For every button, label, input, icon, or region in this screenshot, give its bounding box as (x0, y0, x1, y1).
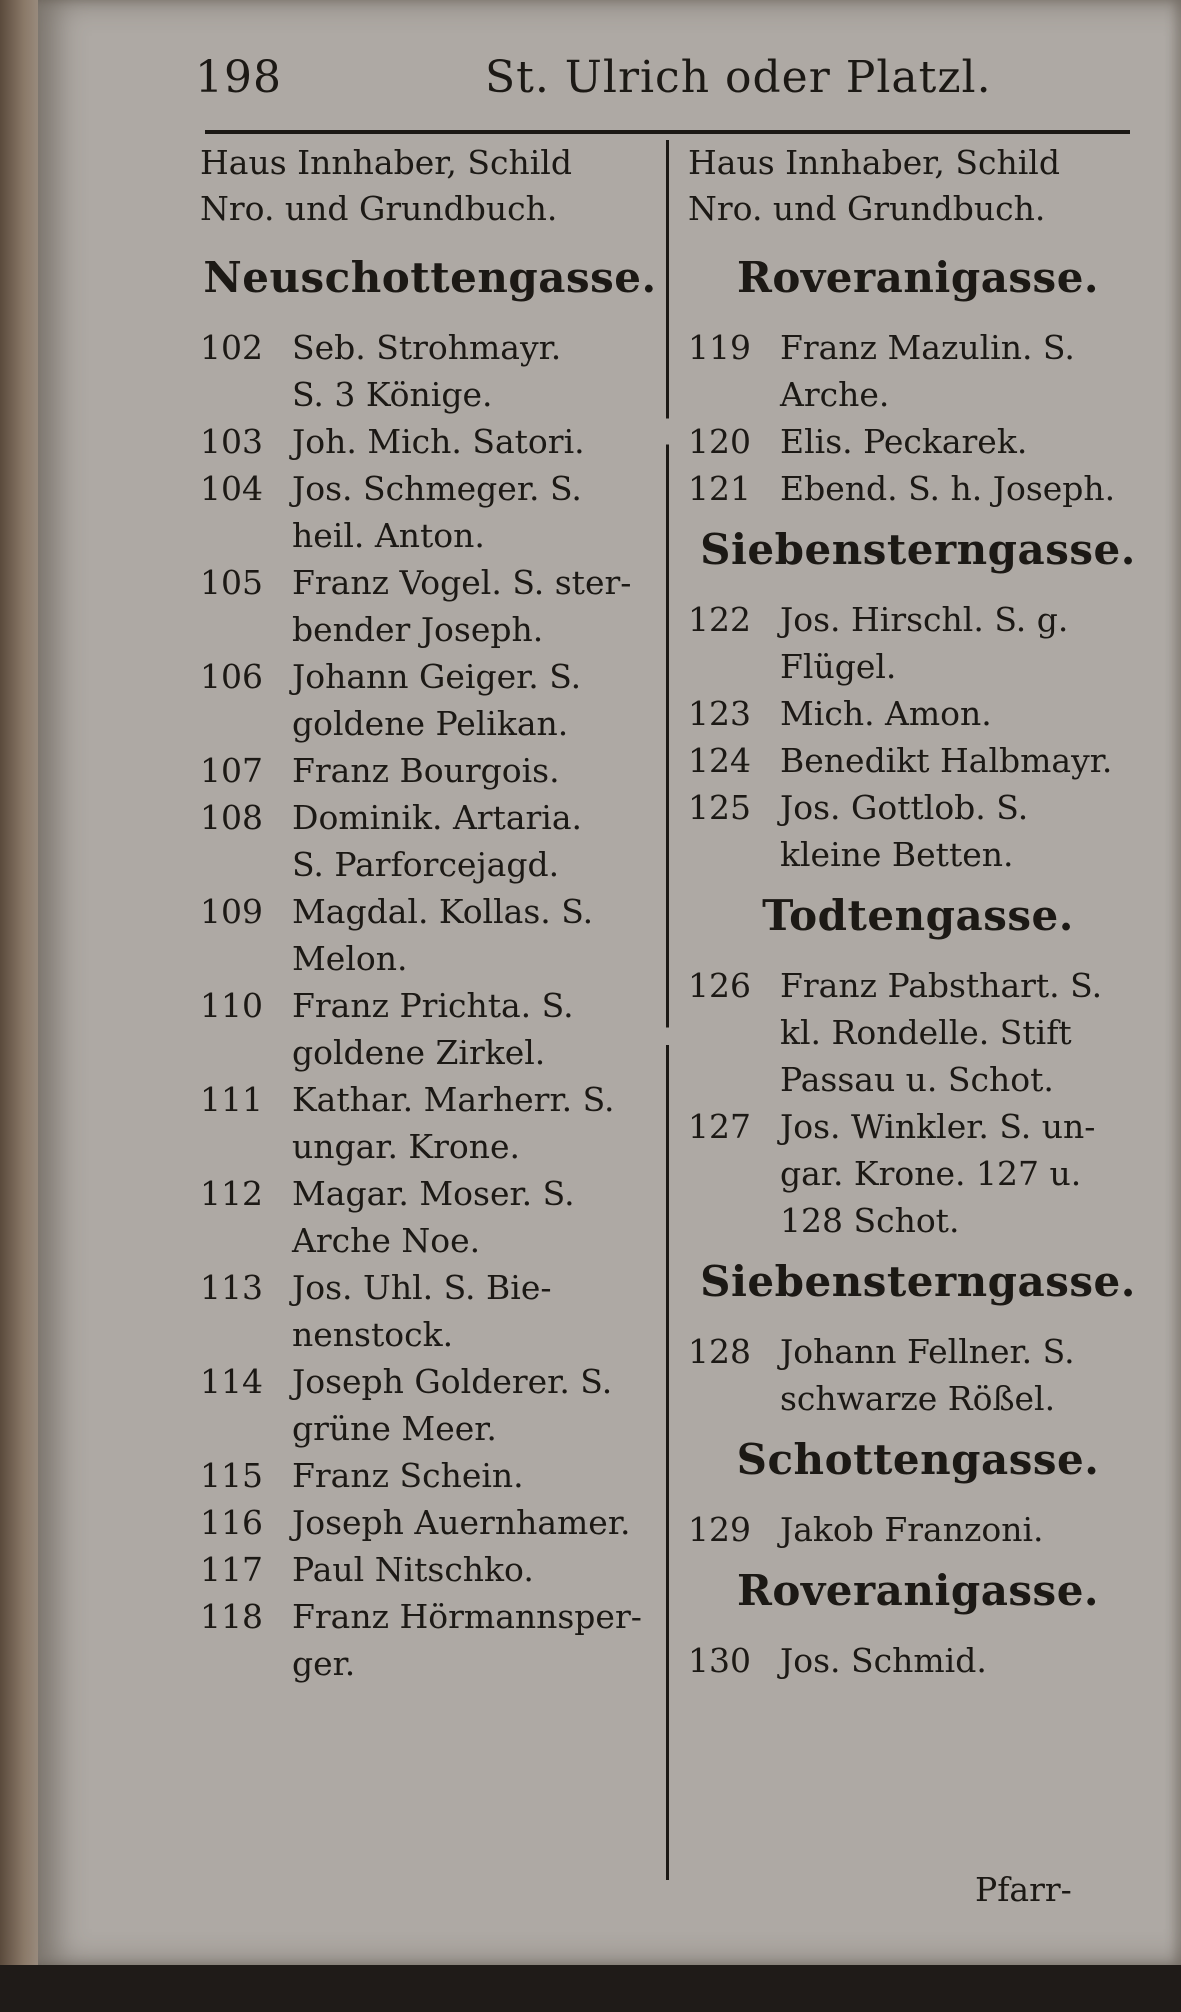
entry-line: Franz Schein. (292, 1456, 524, 1495)
entry-line: grüne Meer. (292, 1409, 497, 1448)
house-entry (688, 1103, 1148, 1244)
owner-and-sign (780, 596, 1148, 690)
house-number: 125 (688, 788, 751, 827)
entry-line: Kathar. Marherr. S. (292, 1080, 615, 1119)
house-entry (200, 1358, 660, 1452)
house-entry (200, 1170, 660, 1264)
owner-and-sign (292, 1452, 660, 1499)
house-number: 115 (200, 1456, 263, 1495)
house-number: 126 (688, 966, 751, 1005)
entry-line: Benedikt Halbmayr. (780, 741, 1113, 780)
house-entry (200, 653, 660, 747)
owner-and-sign (780, 1506, 1148, 1553)
owner-and-sign (292, 418, 660, 465)
entry-line: kleine Betten. (780, 835, 1014, 874)
right-column (688, 140, 1148, 1880)
owner-and-sign (292, 324, 660, 418)
owner-and-sign (292, 794, 660, 888)
owner-and-sign (780, 1637, 1148, 1684)
house-number: 104 (200, 469, 263, 508)
entry-line: Jos. Gottlob. S. (780, 788, 1029, 827)
owner-and-sign (780, 324, 1148, 418)
house-entry (688, 1637, 1148, 1684)
owner-and-sign (292, 1358, 660, 1452)
owner-and-sign (780, 465, 1148, 512)
running-title: St. Ulrich oder Platzl. (485, 52, 992, 103)
entry-line: heil. Anton. (292, 516, 485, 555)
entry-line: S. 3 Könige. (292, 375, 493, 414)
entry-line: Jakob Franzoni. (780, 1510, 1044, 1549)
house-entry (200, 1593, 660, 1687)
entry-line: goldene Zirkel. (292, 1033, 546, 1072)
entry-line: Arche. (780, 375, 890, 414)
house-number: 119 (688, 328, 751, 367)
entry-line: Arche Noe. (292, 1221, 481, 1260)
street-heading: Siebensterngasse. (700, 525, 1136, 574)
house-number: 130 (688, 1641, 751, 1680)
house-number: 129 (688, 1510, 751, 1549)
street-heading: Roveranigasse. (736, 1566, 1100, 1615)
house-entry (200, 1452, 660, 1499)
house-entry (200, 559, 660, 653)
entry-line: Magar. Moser. S. (292, 1174, 575, 1213)
header-rule (205, 130, 1130, 134)
entry-line: Franz Mazulin. S. (780, 328, 1075, 367)
house-entry (200, 465, 660, 559)
owner-and-sign (292, 653, 660, 747)
house-entry (688, 324, 1148, 418)
column-heading-line: Haus Innhaber, Schild (688, 143, 1060, 182)
right-sections (688, 250, 1148, 1684)
house-entry (200, 1499, 660, 1546)
entry-line: kl. Rondelle. Stift (780, 1013, 1072, 1052)
house-number: 112 (200, 1174, 263, 1213)
entry-line: Jos. Hirschl. S. g. (780, 600, 1069, 639)
entry-line: Franz Hörmannsper- (292, 1597, 642, 1636)
page-number: 198 (195, 52, 282, 103)
owner-and-sign (292, 982, 660, 1076)
house-number: 121 (688, 469, 751, 508)
house-number: 120 (688, 422, 751, 461)
house-number: 108 (200, 798, 263, 837)
owner-and-sign (292, 465, 660, 559)
entry-line: ger. (292, 1644, 356, 1683)
house-entry (688, 737, 1148, 784)
column-heading-line: Haus Innhaber, Schild (200, 143, 572, 182)
entry-line: bender Joseph. (292, 610, 544, 649)
house-number: 127 (688, 1107, 751, 1146)
entry-line: Franz Bourgois. (292, 751, 560, 790)
entry-line: Passau u. Schot. (780, 1060, 1054, 1099)
house-entry (688, 1328, 1148, 1422)
house-entry (688, 418, 1148, 465)
owner-and-sign (292, 1593, 660, 1687)
house-number: 122 (688, 600, 751, 639)
entry-line: goldene Pelikan. (292, 704, 569, 743)
house-entry (200, 747, 660, 794)
house-entry (200, 1076, 660, 1170)
house-entry (200, 1546, 660, 1593)
house-entry (688, 465, 1148, 512)
house-number: 110 (200, 986, 263, 1025)
entry-line: Jos. Schmeger. S. (292, 469, 582, 508)
column-heading-right (688, 140, 1148, 238)
entry-line: Mich. Amon. (780, 694, 992, 733)
owner-and-sign (780, 1328, 1148, 1422)
book-spine (0, 0, 40, 2012)
house-entry (688, 784, 1148, 878)
owner-and-sign (292, 1546, 660, 1593)
entry-line: Melon. (292, 939, 408, 978)
house-number: 109 (200, 892, 263, 931)
house-number: 113 (200, 1268, 263, 1307)
house-entry (200, 418, 660, 465)
owner-and-sign (292, 1499, 660, 1546)
owner-and-sign (292, 1170, 660, 1264)
house-number: 118 (200, 1597, 263, 1636)
entry-line: nenstock. (292, 1315, 454, 1354)
column-divider (666, 140, 669, 1880)
owner-and-sign (292, 747, 660, 794)
house-number: 117 (200, 1550, 263, 1589)
owner-and-sign (292, 1076, 660, 1170)
page-header (195, 52, 1130, 112)
entry-line: schwarze Rößel. (780, 1379, 1056, 1418)
street-heading: Roveranigasse. (736, 253, 1100, 302)
owner-and-sign (292, 559, 660, 653)
house-number: 106 (200, 657, 263, 696)
column-heading-line: Nro. und Grundbuch. (688, 189, 1046, 228)
entry-line: Elis. Peckarek. (780, 422, 1028, 461)
house-number: 128 (688, 1332, 751, 1371)
house-entry (200, 888, 660, 982)
entry-line: Magdal. Kollas. S. (292, 892, 594, 931)
house-number: 123 (688, 694, 751, 733)
house-number: 116 (200, 1503, 263, 1542)
street-heading: Schottengasse. (736, 1435, 1100, 1484)
house-entry (200, 982, 660, 1076)
owner-and-sign (780, 962, 1148, 1103)
house-number: 124 (688, 741, 751, 780)
entry-line: gar. Krone. 127 u. (780, 1154, 1082, 1193)
entry-line: Joseph Auernhamer. (292, 1503, 631, 1542)
entry-line: Flügel. (780, 647, 897, 686)
house-entry (200, 324, 660, 418)
house-number: 111 (200, 1080, 263, 1119)
entry-line: Joseph Golderer. S. (292, 1362, 613, 1401)
entry-line: Jos. Uhl. S. Bie- (292, 1268, 552, 1307)
house-number: 103 (200, 422, 263, 461)
street-heading: Neuschottengasse. (203, 253, 657, 302)
entry-line: Paul Nitschko. (292, 1550, 534, 1589)
house-entry (688, 596, 1148, 690)
owner-and-sign (292, 888, 660, 982)
street-heading: Siebensterngasse. (700, 1257, 1136, 1306)
entry-line: Franz Pabsthart. S. (780, 966, 1103, 1005)
house-entry (688, 962, 1148, 1103)
owner-and-sign (292, 1264, 660, 1358)
entry-line: Jos. Schmid. (780, 1641, 987, 1680)
house-entry (688, 690, 1148, 737)
entry-line: S. Parforcejagd. (292, 845, 560, 884)
column-heading-line: Nro. und Grundbuch. (200, 189, 558, 228)
entry-line: Franz Vogel. S. ster- (292, 563, 632, 602)
owner-and-sign (780, 690, 1148, 737)
owner-and-sign (780, 784, 1148, 878)
owner-and-sign (780, 1103, 1148, 1244)
entry-line: Joh. Mich. Satori. (292, 422, 585, 461)
house-number: 105 (200, 563, 263, 602)
page-bottom-shadow (0, 1965, 1181, 2012)
entry-line: 128 Schot. (780, 1201, 960, 1240)
entry-line: Jos. Winkler. S. un- (780, 1107, 1096, 1146)
column-heading-left (200, 140, 660, 238)
entry-line: Dominik. Artaria. (292, 798, 582, 837)
owner-and-sign (780, 737, 1148, 784)
street-heading: Todtengasse. (762, 891, 1074, 940)
entry-line: Seb. Strohmayr. (292, 328, 562, 367)
left-column (200, 140, 660, 1880)
entry-line: ungar. Krone. (292, 1127, 521, 1166)
house-entry (200, 794, 660, 888)
house-number: 102 (200, 328, 263, 367)
house-entry (688, 1506, 1148, 1553)
entry-line: Johann Geiger. S. (292, 657, 582, 696)
entry-line: Franz Prichta. S. (292, 986, 574, 1025)
house-number: 114 (200, 1362, 263, 1401)
house-entry (200, 1264, 660, 1358)
left-sections (200, 250, 660, 1687)
entry-line: Johann Fellner. S. (780, 1332, 1075, 1371)
catchword: Pfarr- (975, 1870, 1072, 1909)
house-number: 107 (200, 751, 263, 790)
entry-line: Ebend. S. h. Joseph. (780, 469, 1116, 508)
owner-and-sign (780, 418, 1148, 465)
